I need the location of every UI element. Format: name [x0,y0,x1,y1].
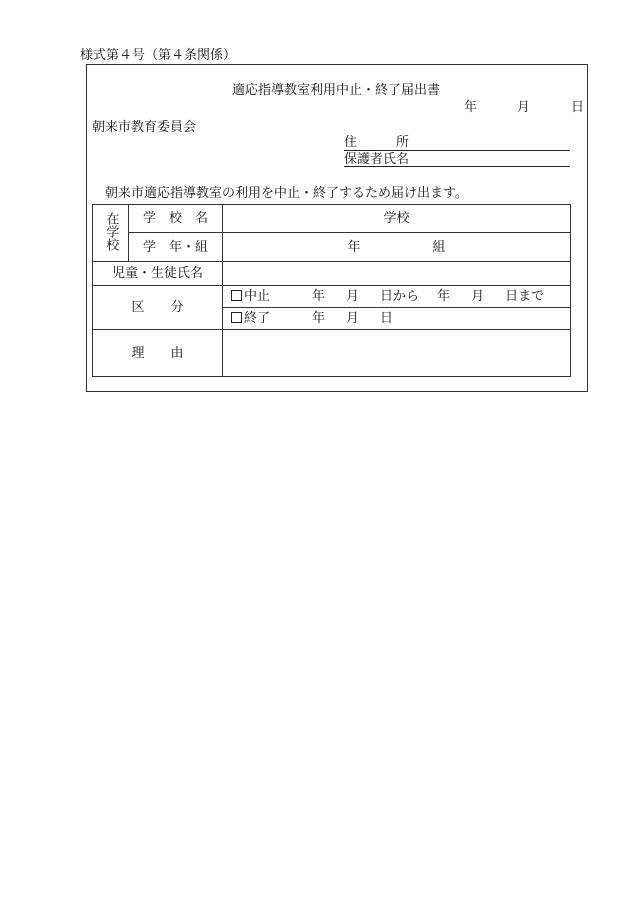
grade-class-row [93,233,571,262]
address-line[interactable] [344,150,570,151]
end-label: 終了 [244,311,271,326]
class-unit: 組 [432,239,446,255]
date-day-label: 日 [571,100,585,115]
end-year-label: 年 [312,311,326,326]
form-number: 様式第４号（第４条関係） [80,48,237,63]
suspend-month-label: 月 [346,289,360,304]
suspend-month2-label: 月 [471,289,485,304]
grade-class-label: 学 年・組 [129,233,223,262]
suspend-year2-label: 年 [437,289,451,304]
form-title: 適応指導教室利用中止・終了届出書 [232,83,441,98]
date-year-label: 年 [464,100,478,115]
suspend-label: 中止 [244,289,271,304]
end-checkbox[interactable] [231,312,242,323]
suspend-until-label: 日まで [505,289,545,304]
form-table [92,204,571,377]
school-name-row [93,205,571,233]
student-name-row [93,262,571,286]
end-option[interactable] [223,308,571,330]
guardian-name-line[interactable] [344,166,570,167]
category-label: 区 分 [93,286,223,330]
suspend-row [93,286,571,308]
statement: 朝来市適応指導教室の利用を中止・終了するため届け出ます。 [105,186,468,201]
end-day-label: 日 [380,311,394,326]
reason-field[interactable] [223,330,571,377]
school-name-label: 学 校 名 [129,205,223,233]
school-name-field[interactable] [223,205,571,233]
student-name-field[interactable] [223,262,571,286]
school-suffix: 学校 [383,211,410,226]
grade-class-field[interactable] [223,233,571,262]
suspend-from-label: 日から [380,289,420,304]
reason-label: 理 由 [93,330,223,377]
grade-unit: 年 [347,239,361,255]
recipient: 朝来市教育委員会 [92,120,197,135]
suspend-checkbox[interactable] [231,290,242,301]
end-month-label: 月 [346,311,360,326]
suspend-year-label: 年 [312,289,326,304]
reason-row [93,330,571,377]
address-label: 住 所 [344,135,410,150]
date-month-label: 月 [517,100,531,115]
student-name-label: 児童・生徒氏名 [93,262,223,286]
enrolled-school-cell [93,205,129,262]
enrolled-school-label: 在学校 [103,212,119,251]
suspend-option[interactable] [223,286,571,308]
guardian-name-label: 保護者氏名 [344,152,410,167]
